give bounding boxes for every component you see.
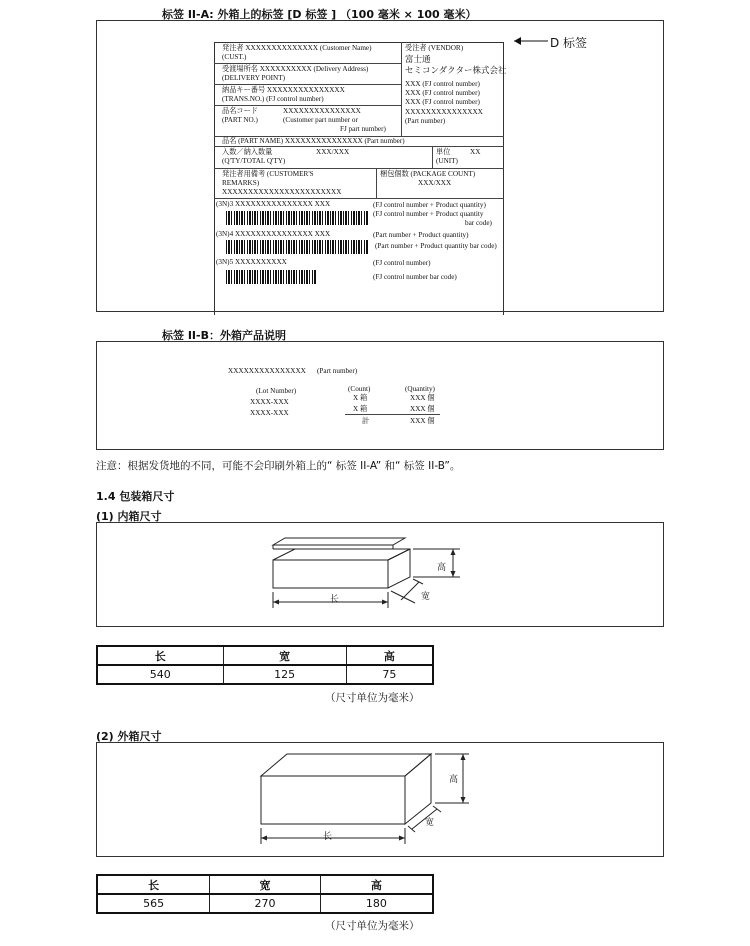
qty-line-2: (Q'TY/TOTAL Q'TY) <box>222 157 286 165</box>
d-label-arrow-icon <box>510 34 550 48</box>
barcode-3-note-2: (FJ control number bar code) <box>373 273 457 281</box>
remarks-line-1: 発注者用備考 (CUSTOMER'S <box>222 170 314 178</box>
barcode-1-text: (3N)3 XXXXXXXXXXXXXXX XXX <box>216 200 331 208</box>
outer-value-length: 565 <box>97 894 210 913</box>
cust-line-2: (CUST.) <box>222 53 247 61</box>
label-a-caption: 标签 II-A: 外箱上的标签 [D 标签 ] （100 毫米 × 100 毫米） <box>162 8 477 21</box>
outer-heading: (2) 外箱尺寸 <box>96 730 162 743</box>
outer-diagram-width: 宽 <box>425 818 435 828</box>
count-2: X 箱 <box>353 405 368 413</box>
inner-dimension-table <box>96 645 434 685</box>
barcode-1-note-3: bar code) <box>465 219 492 227</box>
unit-value: XX <box>470 148 481 156</box>
vendor-part-note: (Part number) <box>405 117 446 125</box>
quantity-1: XXX 個 <box>410 394 435 402</box>
vendor-line-3: セミコンダクター株式会社 <box>405 65 507 75</box>
inner-value-height: 75 <box>346 665 433 684</box>
part-no-note-2: FJ part number) <box>340 125 386 133</box>
quantity-header: (Quantity) <box>405 385 435 393</box>
part-no-line-1: 品名コード <box>222 107 258 115</box>
delivery-line-1: 受渡場所名 XXXXXXXXXX (Delivery Address) <box>222 65 369 73</box>
inner-diagram-width: 宽 <box>421 592 431 602</box>
quantity-total: XXX 個 <box>410 417 435 425</box>
barcode-1 <box>226 211 368 225</box>
remarks-value: XXXXXXXXXXXXXXXXXXXXXXX <box>222 188 342 196</box>
outer-diagram-length: 长 <box>323 832 333 842</box>
outer-dimension-table <box>96 874 434 914</box>
quantity-2: XXX 個 <box>410 405 435 413</box>
label-b-part-number: XXXXXXXXXXXXXXX <box>228 367 306 375</box>
qty-line-1: 入数／納入数量 <box>222 148 273 156</box>
outer-header-width: 宽 <box>210 875 320 894</box>
outer-value-height: 180 <box>320 894 433 913</box>
inner-value-length: 540 <box>97 665 223 684</box>
inner-diagram-height: 高 <box>437 563 447 573</box>
vendor-fj-3: XXX (FJ control number) <box>405 98 480 106</box>
vendor-fj-1: XXX (FJ control number) <box>405 80 480 88</box>
section-title: 1.4 包装箱尺寸 <box>96 490 175 503</box>
inner-header-width: 宽 <box>223 646 346 665</box>
inner-value-width: 125 <box>223 665 346 684</box>
barcode-1-note-1: (FJ control number + Product quantity) <box>373 201 486 209</box>
barcode-3-note-1: (FJ control number) <box>373 259 431 267</box>
package-count-value: XXX/XXX <box>418 179 452 187</box>
barcode-2-note-1: (Part number + Product quantity) <box>373 231 469 239</box>
lot-header: (Lot Number) <box>256 387 297 395</box>
barcode-1-note-2: (FJ control number + Product quantity <box>373 210 484 218</box>
barcode-3-text: (3N)5 XXXXXXXXXX <box>216 258 287 266</box>
count-total: 計 <box>362 417 370 425</box>
cust-line-1: 発注者 XXXXXXXXXXXXXX (Customer Name) <box>222 44 372 52</box>
lot-2: XXXX-XXX <box>250 409 289 417</box>
barcode-2-text: (3N)4 XXXXXXXXXXXXXXX XXX <box>216 230 331 238</box>
barcode-3 <box>226 270 316 284</box>
barcode-2-note-2: (Part number + Product quantity bar code) <box>375 242 497 250</box>
part-no-note-1: (Customer part number or <box>283 116 358 124</box>
trans-line-2: (TRANS.NO.) (FJ control number) <box>222 95 324 103</box>
count-header: (Count) <box>348 385 371 393</box>
trans-line-1: 納品キー番号 XXXXXXXXXXXXXXX <box>222 86 345 94</box>
inner-heading: (1) 内箱尺寸 <box>96 510 162 523</box>
outer-header-height: 高 <box>320 875 433 894</box>
delivery-line-2: (DELIVERY POINT) <box>222 74 286 82</box>
label-b-caption: 标签 II-B：外箱产品说明 <box>162 329 286 342</box>
total-line <box>345 414 440 415</box>
inner-diagram-length: 长 <box>330 595 340 605</box>
qty-value: XXX/XXX <box>316 148 350 156</box>
lot-1: XXXX-XXX <box>250 398 289 406</box>
unit-line-1: 単位 <box>436 148 451 156</box>
d-label-tag: D 标签 <box>550 36 588 50</box>
package-count-label: 梱包個数 (PACKAGE COUNT) <box>380 170 476 178</box>
note-text: 注意：根据发货地的不同，可能不会印刷外箱上的“ 标签 II-A” 和“ 标签 II-B”。 <box>96 460 461 472</box>
vendor-part-number: XXXXXXXXXXXXXXX <box>405 108 483 116</box>
part-name-row: 品名 (PART NAME) XXXXXXXXXXXXXXX (Part number) <box>222 137 405 145</box>
label-b-part-note: (Part number) <box>317 367 358 375</box>
part-no-value: XXXXXXXXXXXXXXX <box>283 107 361 115</box>
count-1: X 箱 <box>353 394 368 402</box>
outer-value-width: 270 <box>210 894 320 913</box>
inner-header-height: 高 <box>346 646 433 665</box>
outer-diagram-height: 高 <box>449 775 459 785</box>
outer-header-length: 长 <box>97 875 210 894</box>
inner-header-length: 长 <box>97 646 223 665</box>
inner-unit-note: （尺寸单位为毫米） <box>325 692 420 704</box>
barcode-2 <box>226 240 368 254</box>
outer-unit-note: （尺寸单位为毫米） <box>325 920 420 932</box>
vendor-fj-2: XXX (FJ control number) <box>405 89 480 97</box>
vendor-line-1: 受注者 (VENDOR) <box>405 44 464 52</box>
part-no-line-2: (PART NO.) <box>222 116 258 124</box>
label-b-frame <box>96 341 664 450</box>
outer-box-diagram <box>255 748 470 853</box>
unit-line-2: (UNIT) <box>436 157 458 165</box>
vendor-line-2: 富士通 <box>405 54 431 64</box>
remarks-line-2: REMARKS) <box>222 179 260 187</box>
